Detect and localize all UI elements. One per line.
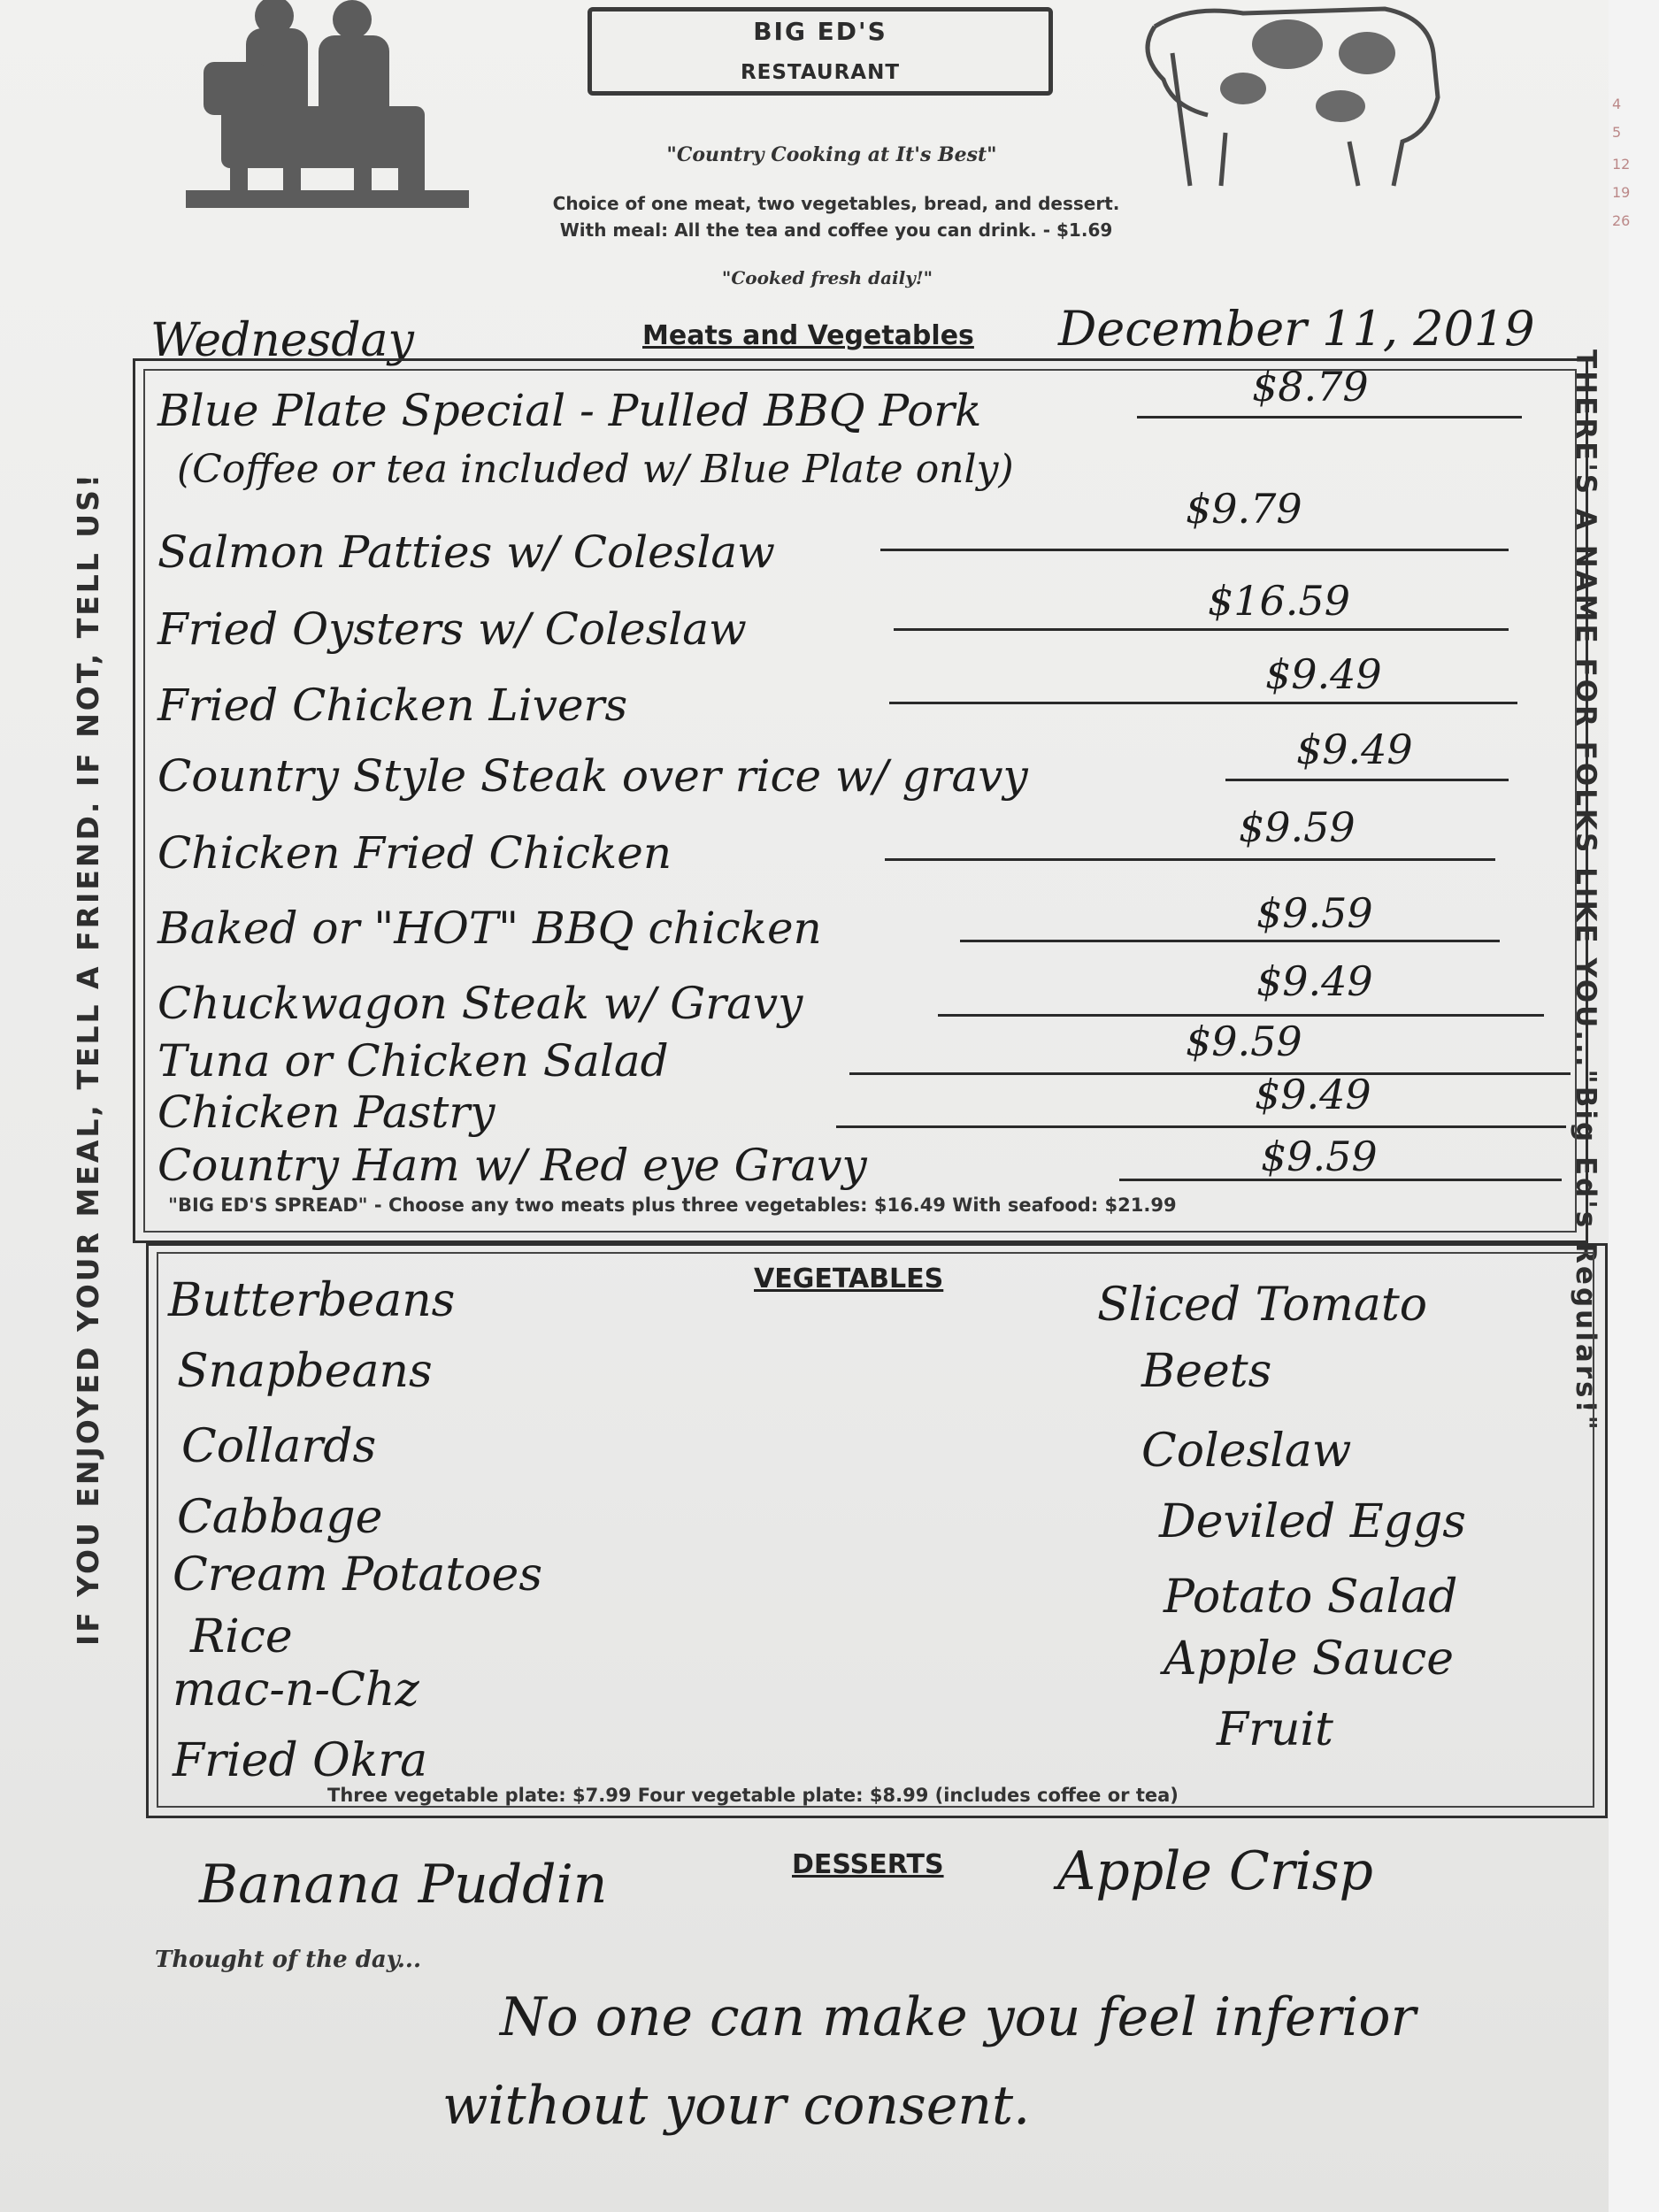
price-line	[938, 1014, 1544, 1017]
meat-item: Chicken Pastry	[157, 1087, 495, 1138]
vegetable-item: Deviled Eggs	[1159, 1495, 1466, 1548]
meat-item: Country Ham w/ Red eye Gravy	[157, 1140, 867, 1191]
meat-price: $9.49	[1296, 726, 1413, 773]
meal-choice-line: Choice of one meat, two vegetables, bread, and dessert.	[552, 193, 1120, 214]
meat-price: $9.49	[1265, 650, 1382, 698]
coffee-note: (Coffee or tea included w/ Blue Plate only)	[177, 447, 1014, 492]
vegetable-plate-prices: Three vegetable plate: $7.99 Four vegetable plate: $8.99 (includes coffee or tea)	[327, 1785, 1179, 1806]
calendar-number: 4	[1612, 96, 1622, 112]
restaurant-logo	[588, 7, 1053, 96]
restaurant-subtitle: RESTAURANT	[740, 61, 901, 84]
thought-line: without your consent.	[442, 2075, 1031, 2137]
dessert-item: Apple Crisp	[1057, 1840, 1373, 1902]
meat-price: $9.59	[1186, 1018, 1302, 1065]
vegetable-item: Beets	[1141, 1345, 1272, 1398]
vegetable-item: mac-n-Chz	[173, 1663, 419, 1717]
vegetable-item: Butterbeans	[168, 1274, 456, 1327]
vegetable-item: Collards	[181, 1420, 377, 1473]
meat-price: $9.59	[1256, 889, 1373, 937]
vegetable-item: Potato Salad	[1164, 1571, 1458, 1624]
price-line	[889, 702, 1517, 704]
meat-price: $9.49	[1256, 957, 1373, 1005]
menu-date: December 11, 2019	[1058, 301, 1535, 357]
meat-item: Chicken Fried Chicken	[157, 827, 672, 879]
meat-price: $9.59	[1239, 803, 1356, 851]
meat-price: $9.49	[1255, 1071, 1371, 1118]
vegetable-item: Fruit	[1217, 1703, 1333, 1756]
big-eds-spread-note: "BIG ED'S SPREAD" - Choose any two meats plus three vegetables: $16.49 With seafood: $21.99	[168, 1194, 1177, 1216]
vegetable-item: Cabbage	[177, 1491, 383, 1544]
meat-item: Baked or "HOT" BBQ chicken	[157, 902, 822, 954]
day-of-week: Wednesday	[150, 314, 414, 367]
cowboys-illustration	[186, 0, 469, 212]
price-line	[885, 858, 1495, 861]
meats-heading: Meats and Vegetables	[642, 320, 974, 351]
calendar-number: 12	[1612, 156, 1631, 173]
meat-price: $9.59	[1261, 1133, 1378, 1180]
vegetable-item: Sliced Tomato	[1097, 1279, 1428, 1332]
meat-item: Fried Chicken Livers	[157, 680, 628, 731]
vegetables-heading: VEGETABLES	[754, 1263, 944, 1294]
vegetable-item: Snapbeans	[177, 1345, 433, 1398]
price-line	[880, 549, 1509, 551]
price-line	[849, 1072, 1571, 1075]
meat-item: Blue Plate Special - Pulled BBQ Pork	[157, 385, 982, 436]
dessert-item: Banana Puddin	[199, 1854, 608, 1916]
drink-price-line: With meal: All the tea and coffee you can drink. - $1.69	[559, 219, 1113, 241]
price-line	[836, 1125, 1566, 1128]
cooked-fresh-note: "Cooked fresh daily!"	[721, 267, 933, 288]
price-line	[894, 628, 1509, 631]
meat-item: Salmon Patties w/ Coleslaw	[157, 526, 775, 578]
tagline: "Country Cooking at It's Best"	[666, 143, 997, 166]
calendar-number: 5	[1612, 124, 1622, 141]
calendar-number: 26	[1612, 212, 1631, 229]
vegetable-item: Apple Sauce	[1164, 1632, 1455, 1686]
price-line	[960, 940, 1500, 942]
meat-price: $9.79	[1186, 485, 1302, 533]
vegetable-item: Fried Okra	[173, 1734, 428, 1787]
meat-price: $16.59	[1208, 577, 1350, 625]
price-line	[1137, 416, 1522, 419]
meat-item: Chuckwagon Steak w/ Gravy	[157, 978, 803, 1029]
meat-item: Fried Oysters w/ Coleslaw	[157, 603, 747, 655]
meat-item: Tuna or Chicken Salad	[157, 1035, 669, 1087]
desserts-heading: DESSERTS	[792, 1849, 944, 1880]
vegetable-item: Coleslaw	[1141, 1425, 1352, 1478]
side-slogan-right: THERE'S A NAME FOR FOLKS LIKE YOU..."Big Ed's Regulars!"	[1570, 349, 1601, 1432]
price-line	[1225, 779, 1509, 781]
vegetable-item: Cream Potatoes	[173, 1548, 543, 1601]
restaurant-name: BIG ED'S	[753, 17, 887, 46]
price-line	[1119, 1179, 1562, 1181]
side-slogan-left: IF YOU ENJOYED YOUR MEAL, TELL A FRIEND. IF NOT, TELL US!	[71, 472, 105, 1646]
vegetable-item: Rice	[190, 1610, 293, 1663]
thought-line: No one can make you feel inferior	[500, 1986, 1417, 2048]
thought-label: Thought of the day...	[155, 1947, 422, 1973]
meat-price: $8.79	[1252, 363, 1369, 411]
cow-illustration	[1137, 0, 1464, 190]
meat-item: Country Style Steak over rice w/ gravy	[157, 750, 1028, 802]
calendar-number: 19	[1612, 184, 1631, 201]
calendar-page-edge	[1609, 0, 1659, 2212]
